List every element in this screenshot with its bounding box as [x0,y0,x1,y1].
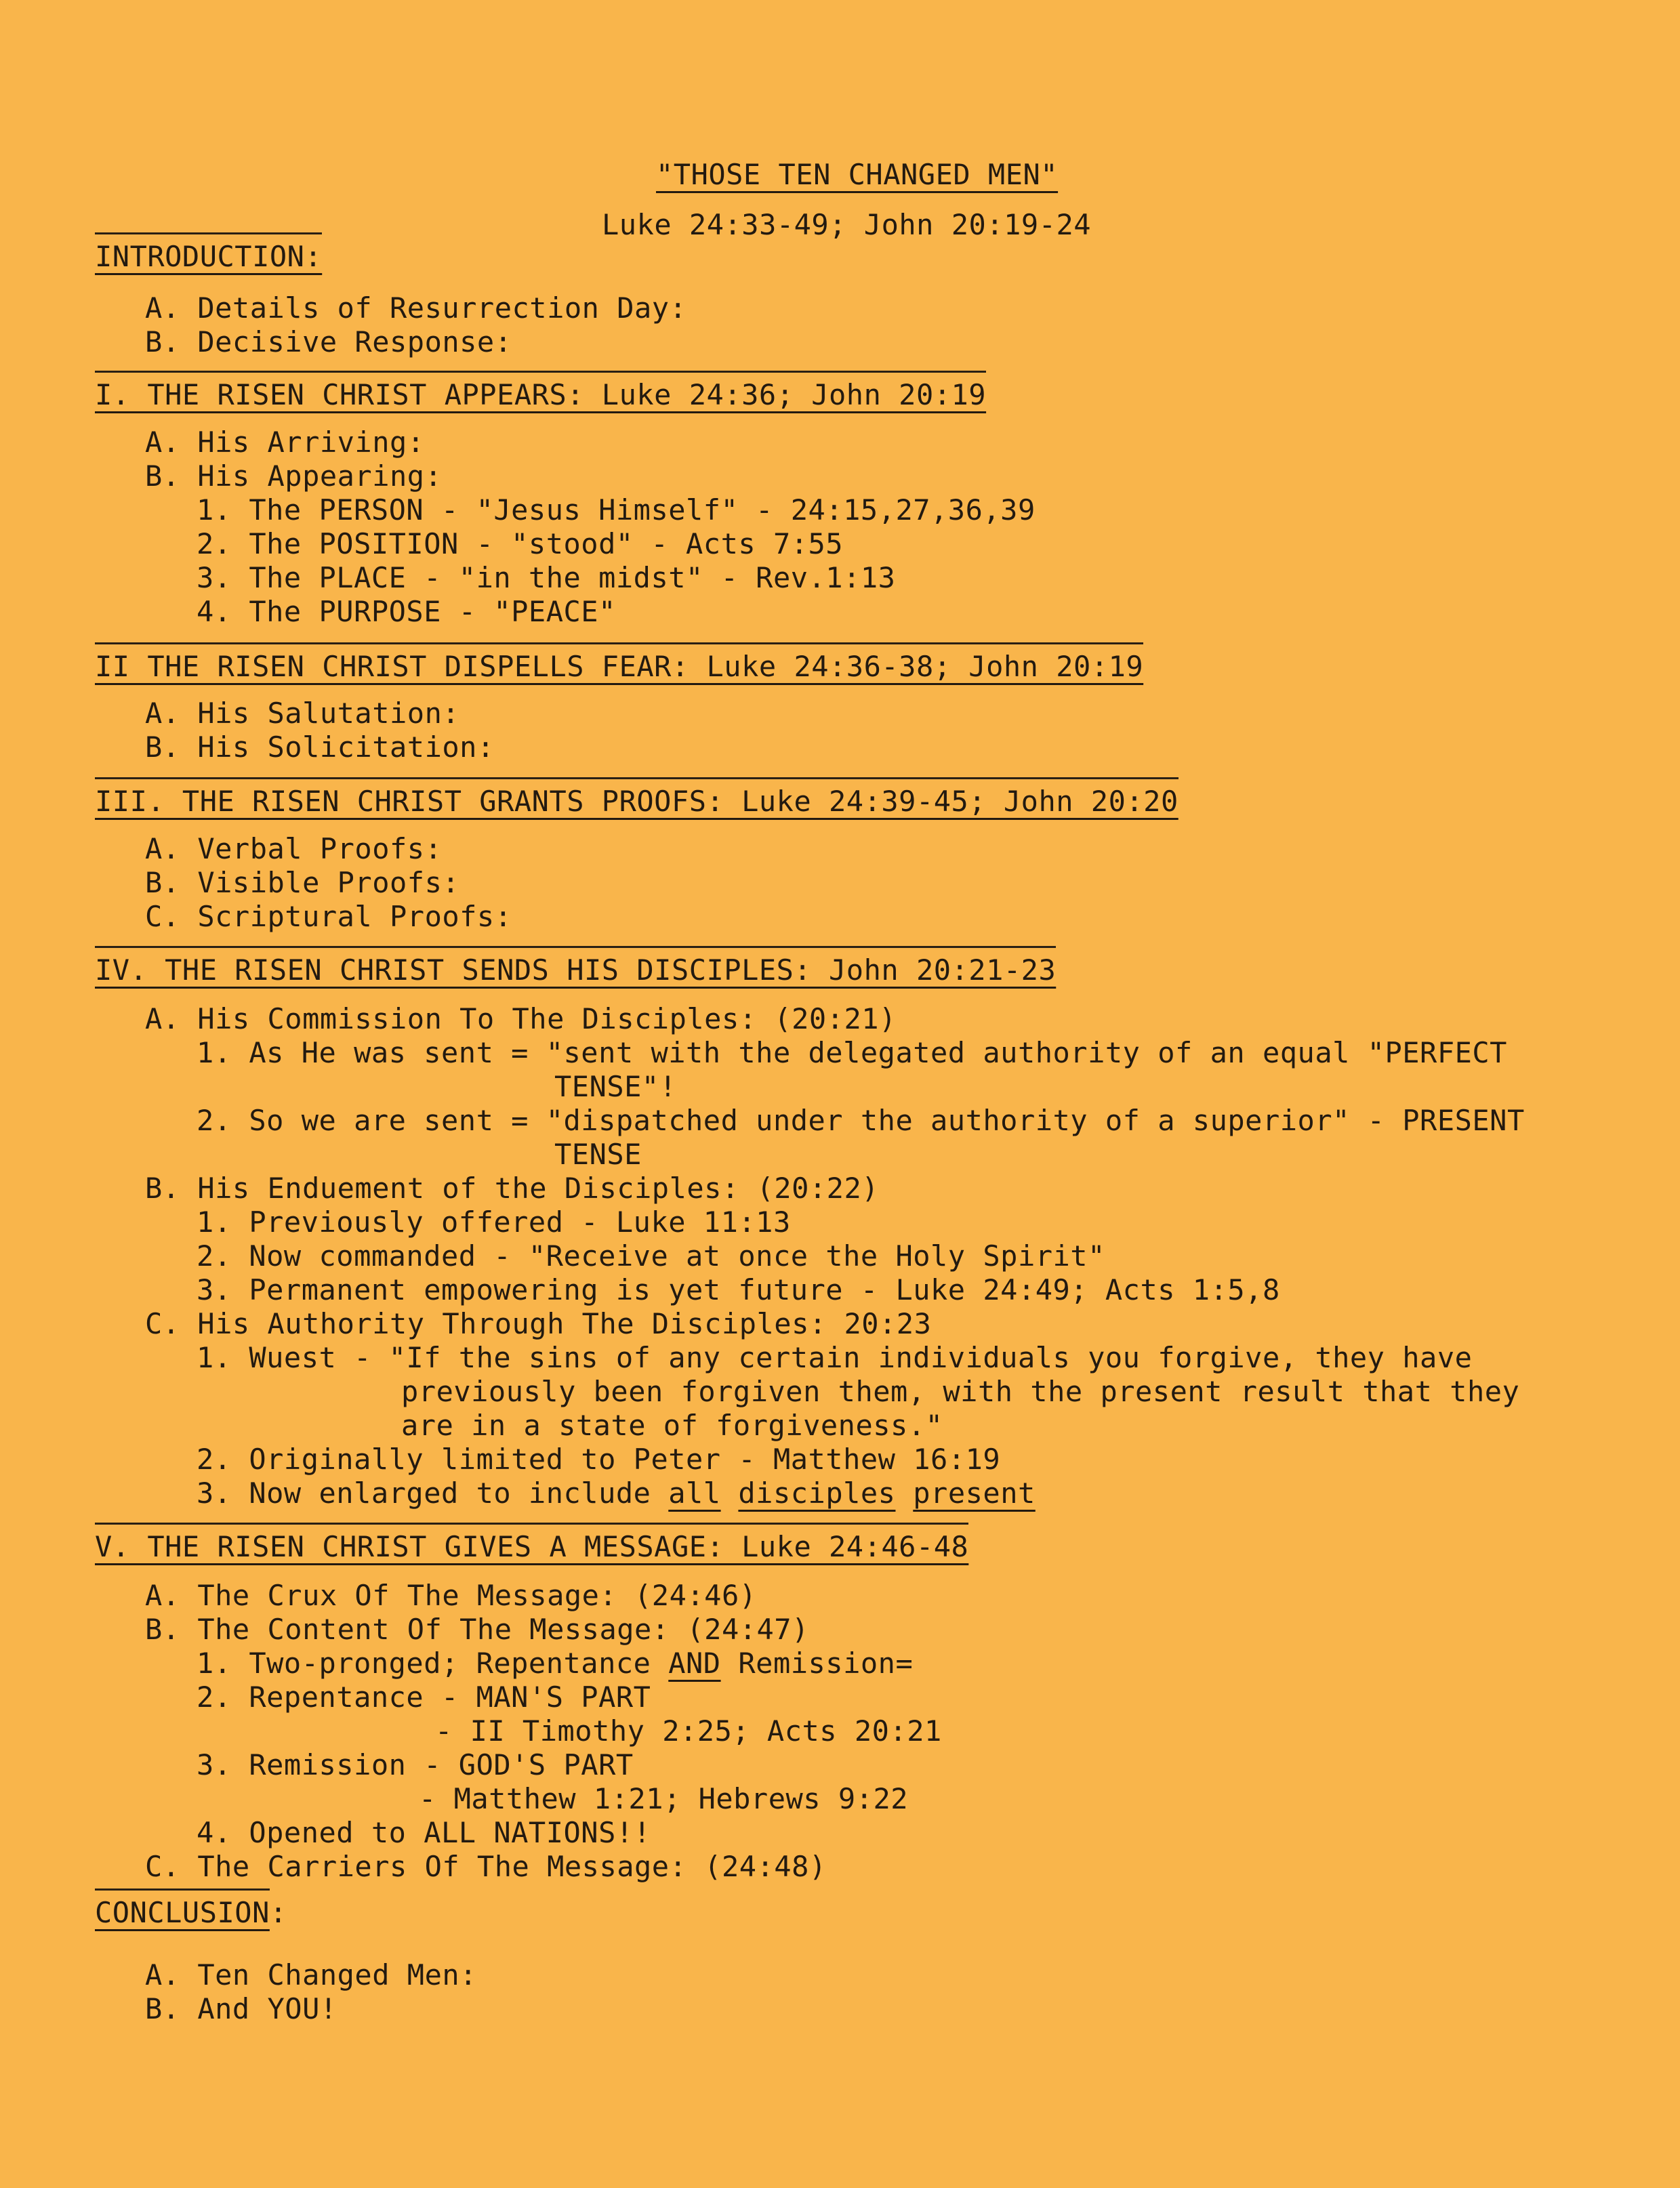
conclusion-item: A. Ten Changed Men: [145,1958,477,1991]
section-2-item: B. His Solicitation: [145,730,495,764]
section-4-subitem: 2. Originally limited to Peter - Matthew 16:19 [197,1443,1001,1476]
underlined-word-disciples: disciples [738,1477,896,1510]
introduction-heading: INTRODUCTION: [95,232,322,274]
conclusion-heading: CONCLUSION [95,1888,270,1929]
intro-item: B. Decisive Response: [145,325,512,358]
section-4-subitem: 1. As He was sent = "sent with the delegated authority of an equal "PERFECT [197,1036,1507,1069]
section-4-subitem: 3. Permanent empowering is yet future - Luke 24:49; Acts 1:5,8 [197,1273,1280,1306]
section-5-continuation: - II Timothy 2:25; Acts 20:21 [435,1714,942,1748]
section-3-heading: III. THE RISEN CHRIST GRANTS PROOFS: Luke 24:39-45; John 20:20 [95,777,1179,819]
section-5-subitem: 2. Repentance - MAN'S PART [197,1680,651,1714]
section-5-subitem: 4. Opened to ALL NATIONS!! [197,1816,651,1849]
section-5-heading: V. THE RISEN CHRIST GIVES A MESSAGE: Luke 24:46-48 [95,1523,968,1564]
section-1-subitem: 2. The POSITION - "stood" - Acts 7:55 [197,527,844,560]
conclusion-colon: : [269,1896,287,1929]
section-1-subitem: 1. The PERSON - "Jesus Himself" - 24:15,27,36,39 [197,493,1036,527]
section-5-continuation: - Matthew 1:21; Hebrews 9:22 [419,1782,909,1815]
section-1-subitem: 4. The PURPOSE - "PEACE" [197,595,616,628]
conclusion-heading-row [95,1896,287,1930]
underlined-word-and: AND [668,1647,721,1680]
section-2-item: A. His Salutation: [145,697,460,730]
section-5-item: B. The Content Of The Message: (24:47) [145,1613,809,1646]
section-5-item: A. The Crux Of The Message: (24:46) [145,1579,757,1612]
section-4-continuation: are in a state of forgiveness." [401,1409,943,1442]
section-1-item: A. His Arriving: [145,426,425,459]
scripture-reference: Luke 24:33-49; John 20:19-24 [602,208,1092,241]
underlined-word-present: present [913,1477,1036,1510]
section-4-subitem [197,1477,1036,1510]
section-4-heading: IV. THE RISEN CHRIST SENDS HIS DISCIPLES: John 20:21-23 [95,946,1056,987]
section-4-subitem: 1. Wuest - "If the sins of any certain individuals you forgive, they have [197,1341,1473,1374]
underlined-word-all: all [668,1477,721,1510]
section-4-item: A. His Commission To The Disciples: (20:21) [145,1002,897,1035]
subitem-text: Remission= [720,1647,914,1680]
section-3-item: C. Scriptural Proofs: [145,900,512,933]
section-1-item: B. His Appearing: [145,459,443,493]
section-4-item: C. His Authority Through The Disciples: 20:23 [145,1307,932,1340]
section-4-subitem: 1. Previously offered - Luke 11:13 [197,1205,791,1239]
section-3-item: A. Verbal Proofs: [145,832,443,865]
section-3-item: B. Visible Proofs: [145,866,460,899]
section-5-item: C. The Carriers Of The Message: (24:48) [145,1850,827,1883]
section-1-heading: I. THE RISEN CHRIST APPEARS: Luke 24:36; John 20:19 [95,371,986,412]
section-1-subitem: 3. The PLACE - "in the midst" - Rev.1:13 [197,561,896,594]
section-4-subitem: 2. Now commanded - "Receive at once the Holy Spirit" [197,1239,1105,1273]
section-5-subitem: 3. Remission - GOD'S PART [197,1748,634,1781]
section-4-subitem: 2. So we are sent = "dispatched under the authority of a superior" - PRESENT [197,1104,1525,1137]
section-4-continuation: TENSE"! [554,1070,677,1103]
subitem-text: 3. Now enlarged to include [197,1477,669,1510]
subitem-text: 1. Two-pronged; Repentance [197,1647,669,1680]
section-4-continuation: TENSE [554,1138,642,1171]
section-4-item: B. His Enduement of the Disciples: (20:22) [145,1172,880,1205]
page-title: "THOSE TEN CHANGED MEN" [656,158,1059,191]
intro-item: A. Details of Resurrection Day: [145,291,687,325]
section-4-continuation: previously been forgiven them, with the present result that they [401,1375,1520,1408]
conclusion-item: B. And YOU! [145,1992,337,2025]
section-5-subitem [197,1647,913,1680]
section-2-heading: II THE RISEN CHRIST DISPELLS FEAR: Luke 24:36-38; John 20:19 [95,642,1143,684]
